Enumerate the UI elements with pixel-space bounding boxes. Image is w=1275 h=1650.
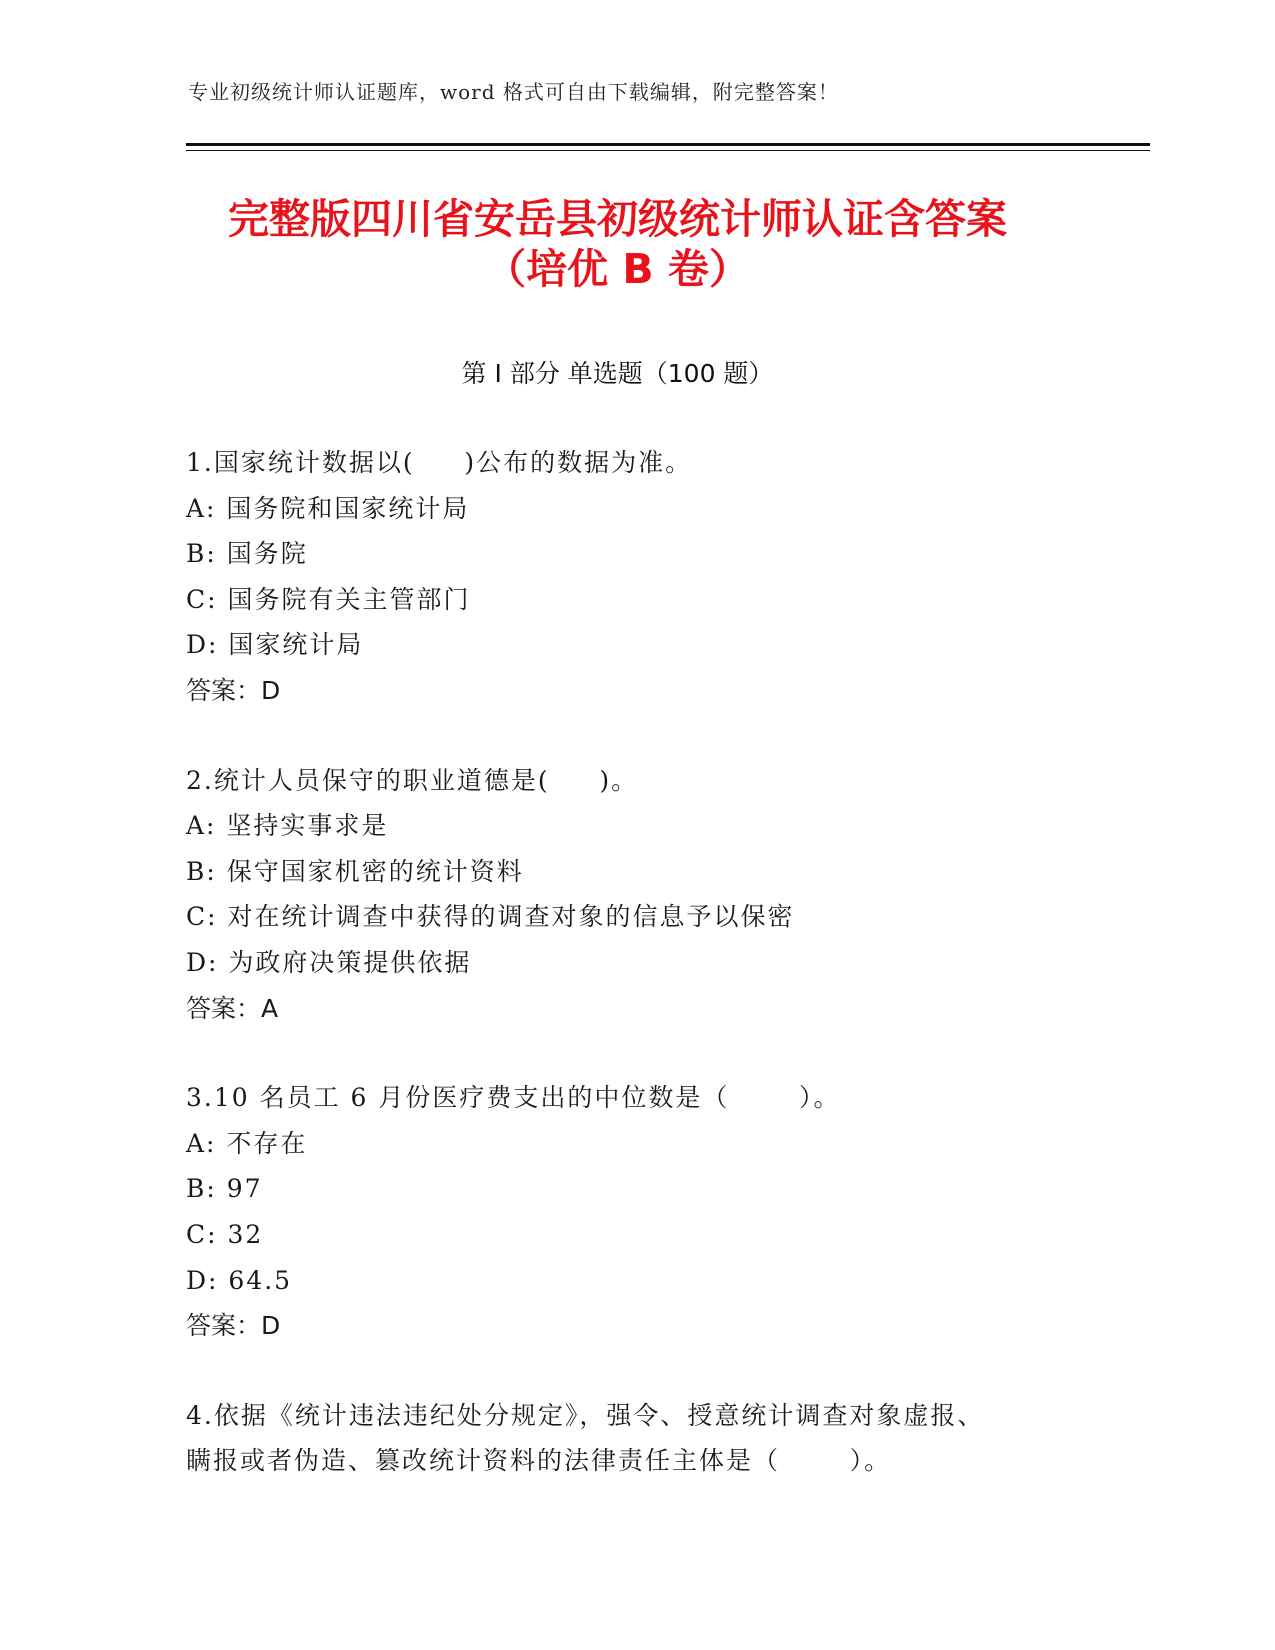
header-rule-thin xyxy=(186,150,1150,151)
document-title-line-2: （培优 B 卷） xyxy=(485,245,750,293)
question-list xyxy=(186,440,1086,1528)
answer: 答案：A xyxy=(186,993,279,1023)
answer: 答案：D xyxy=(186,675,281,705)
header-note: 专业初级统计师认证题库，word 格式可自由下载编辑，附完整答案！ xyxy=(188,80,839,104)
document-title-line-1: 完整版四川省安岳县初级统计师认证含答案 xyxy=(228,195,1007,243)
option-a: A: 国务院和国家统计局 xyxy=(186,493,470,523)
option-d: D: 国家统计局 xyxy=(186,630,364,660)
question-4 xyxy=(186,1393,1086,1484)
option-c: C: 国务院有关主管部门 xyxy=(186,584,471,614)
document-title xyxy=(0,194,1255,294)
header-rule-thick xyxy=(186,143,1150,146)
question-2 xyxy=(186,758,1086,1032)
option-a: A: 不存在 xyxy=(186,1128,308,1158)
option-c: C: 对在统计调查中获得的调查对象的信息予以保密 xyxy=(186,902,795,932)
question-1 xyxy=(186,440,1086,714)
option-d: D: 为政府决策提供依据 xyxy=(186,947,472,977)
question-stem: 2.统计人员保守的职业道德是( )。 xyxy=(186,765,639,795)
question-stem: 1.国家统计数据以( )公布的数据为准。 xyxy=(186,448,693,477)
question-stem-line-2: 瞒报或者伪造、篡改统计资料的法律责任主体是（ ）。 xyxy=(186,1446,892,1476)
answer: 答案：D xyxy=(186,1311,281,1341)
option-d: D: 64.5 xyxy=(186,1265,293,1295)
option-a: A: 坚持实事求是 xyxy=(186,811,389,841)
option-c: C: 32 xyxy=(186,1219,264,1249)
option-b: B: 保守国家机密的统计资料 xyxy=(186,856,524,886)
question-stem-line-1: 4.依据《统计违法违纪处分规定》，强令、授意统计调查对象虚报、 xyxy=(186,1400,985,1430)
option-b: B: 97 xyxy=(186,1174,263,1204)
option-b: B: 国务院 xyxy=(186,539,308,569)
question-3 xyxy=(186,1075,1086,1349)
question-stem: 3.10 名员工 6 月份医疗费支出的中位数是（ ）。 xyxy=(186,1083,841,1113)
section-title: 第 I 部分 单选题（100 题） xyxy=(461,359,774,388)
